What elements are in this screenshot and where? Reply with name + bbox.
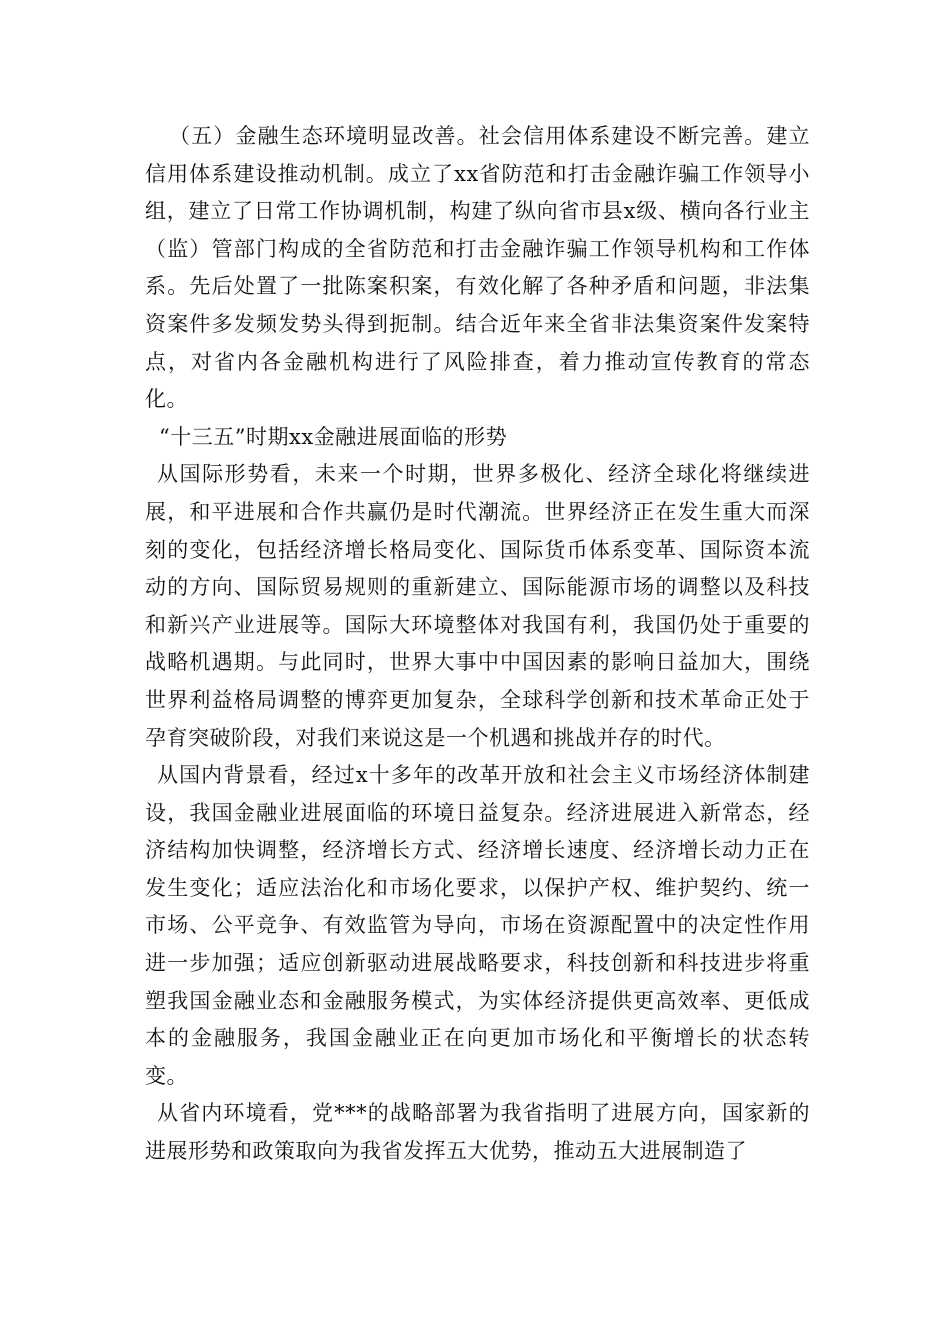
paragraph-provincial-environment: 从省内环境看，党***的战略部署为我省指明了进展方向，国家新的进展形势和政策取向为我省发挥五大优势，推动五大进展制造了 — [145, 1101, 810, 1164]
paragraph-international-situation: 从国际形势看，未来一个时期，世界多极化、经济全球化将继续进展，和平进展和合作共赢仍是时代潮流。世界经济正在发生重大而深刻的变化，包括经济增长格局变化、国际货币体系变革、国际资本流动的方向、国际贸易规则的重新建立、国际能源市场的调整以及科技和新兴产业进展等。国际大环境整体对我国有利，我国仍处于重要的战略机遇期。与此同时，世界大事中中国因素的影响日益加大，围绕世界利益格局调整的博弈更加复杂，全球科学创新和技术革命正处于孕育突破阶段，对我们来说这是一个机遇和挑战并存的时代。 — [145, 462, 810, 750]
document-body — [145, 118, 810, 1171]
paragraph-domestic-background: 从国内背景看，经过x十多年的改革开放和社会主义市场经济体制建设，我国金融业进展面临的环境日益复杂。经济进展进入新常态，经济结构加快调整，经济增长方式、经济增长速度、经济增长动力正在发生变化；适应法治化和市场化要求，以保护产权、维护契约、统一市场、公平竞争、有效监管为导向，市场在资源配置中的决定性作用进一步加强；适应创新驱动进展战略要求，科技创新和科技进步将重塑我国金融业态和金融服务模式，为实体经济提供更高效率、更低成本的金融服务，我国金融业正在向更加市场化和平衡增长的状态转变。 — [145, 763, 810, 1088]
section-heading-situation: “十三五”时期xx金融进展面临的形势 — [159, 424, 508, 449]
paragraph-financial-ecology: （五）金融生态环境明显改善。社会信用体系建设不断完善。建立信用体系建设推动机制。成立了xx省防范和打击金融诈骗工作领导小组，建立了日常工作协调机制，构建了纵向省市县x级、横向各行业主（监）管部门构成的全省防范和打击金融诈骗工作领导机构和工作体系。先后处置了一批陈案积案，有效化解了各种矛盾和问题，非法集资案件多发频发势头得到扼制。结合近年来全省非法集资案件发案特点，对省内各金融机构进行了风险排查，着力推动宣传教育的常态化。 — [145, 124, 810, 412]
